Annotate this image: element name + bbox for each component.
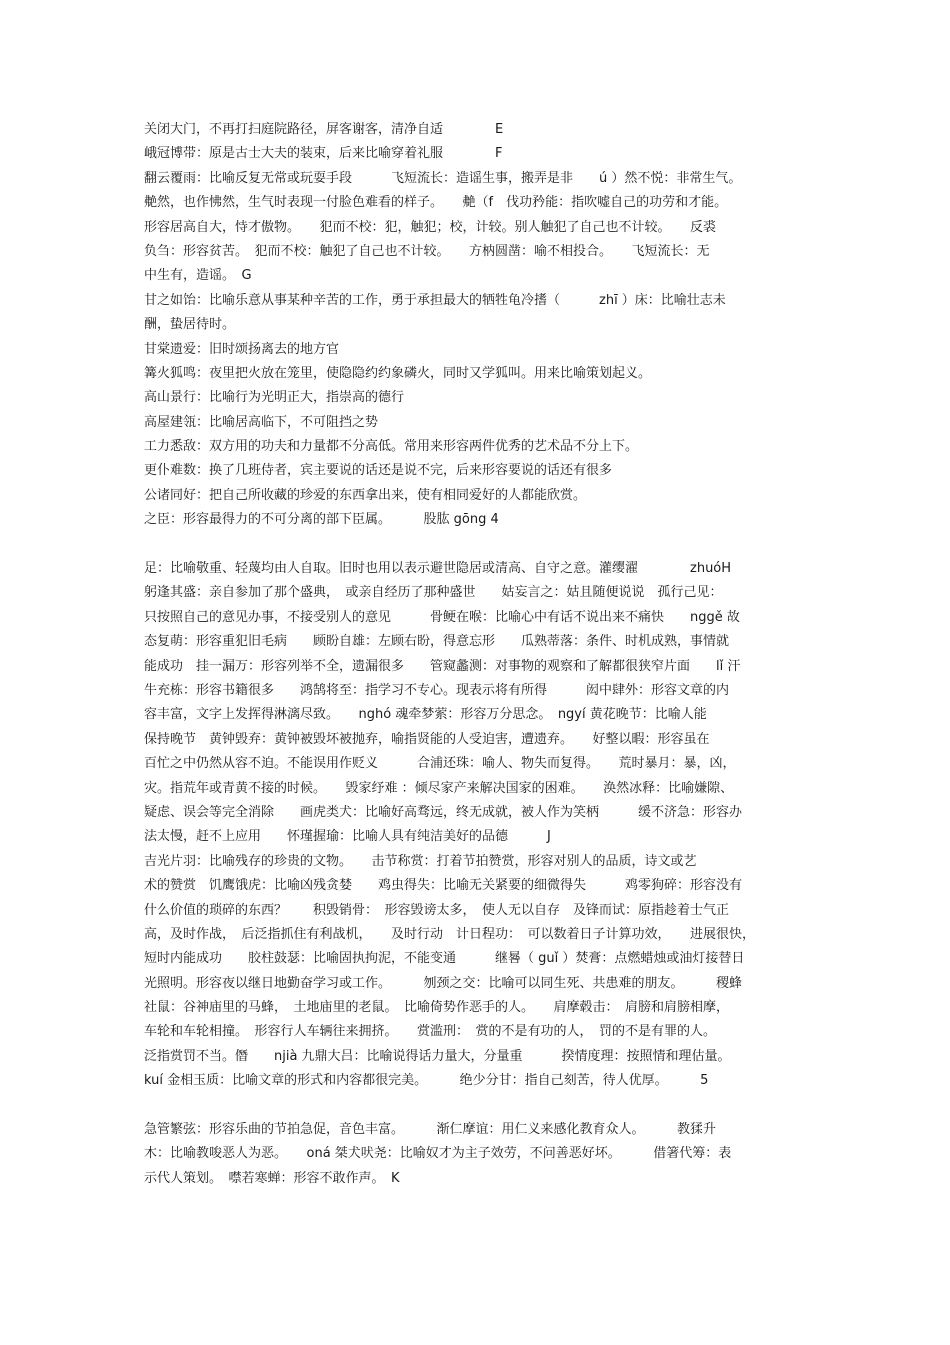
text-line: 法太慢，赶不上应用 怀瑾握瑜：比喻人具有纯洁美好的品德 J bbox=[144, 829, 551, 845]
text-line: 泛指赏罚不当。僭 njià 九鼎大吕：比喻说得话力量大，分量重 揆情度理：按照情和理估量。 bbox=[144, 1048, 731, 1064]
text-line: 光照明。形容夜以继日地勤奋学习或工作。 刎颈之交：比喻可以同生死、共患难的朋友。 稷蜂 bbox=[144, 975, 743, 991]
text-line: 高，及时作战， 后泛指抓住有利战机， 及时行动 计日程功： 可以数着日子计算功效， 进展很快， bbox=[144, 926, 756, 942]
text-line: 甘棠遗爱：旧时颂扬离去的地方官 bbox=[144, 341, 340, 357]
text-line: 容丰富，文字上发挥得淋漓尽致。 nghó 魂牵梦萦：形容万分思念。 ngyí 黄花晚节：比喻人能 bbox=[144, 707, 707, 723]
text-line: 能成功 挂一漏万：形容列举不全，遗漏很多 管窥蠡测：对事物的观察和了解都很狭窄片面 lǐ 汗 bbox=[144, 658, 741, 674]
text-line: 躬逢其盛：亲自参加了那个盛典， 或亲自经历了那种盛世 姑妄言之：姑且随便说说 孤行己见： bbox=[144, 585, 723, 601]
text-line: 负刍：形容贫苦。 犯而不校：触犯了自己也不计较。 方枘圆凿：喻不相投合。 飞短流长：无 bbox=[144, 243, 710, 259]
text-line: 木：比喻教唆恶人为恶。 oná 桀犬吠尧：比喻奴才为主子效劳，不问善恶好坏。 借箸代筹：表 bbox=[144, 1146, 732, 1162]
text-line: 形容居高自大，恃才傲物。 犯而不校：犯，触犯；校，计较。别人触犯了自己也不计较。 反裘 bbox=[144, 219, 717, 235]
text-line: kuí 金相玉质：比喻文章的形式和内容都很完美。 绝少分甘：指自己刻苦，待人优厚。 5 bbox=[144, 1073, 709, 1089]
text-line: 什么价值的琐碎的东西？ 积毁销骨： 形容毁谤太多， 使人无以自存 及锋而试：原指趁着士气正 bbox=[144, 902, 730, 918]
text-line: 甘之如饴：比喻乐意从事某种辛苦的工作，勇于承担最大的牺牲龟冷搘（ zhī ）床：比喻壮志未 bbox=[144, 292, 726, 308]
page-body-text bbox=[144, 118, 804, 1191]
text-line: 短时内能成功 胶柱鼓瑟：比喻固执拘泥，不能变通 继晷（ guǐ ）焚膏：点燃蜡烛或油灯接替日 bbox=[144, 951, 745, 967]
text-line: 牛充栋：形容书籍很多 鸿鹄将至：指学习不专心。现表示将有所得 闳中肆外：形容文章的内 bbox=[144, 682, 730, 698]
text-line: 百忙之中仍然从容不迫。不能误用作贬义 合浦还珠：喻人、物失而复得。 荒时暴月：暴，凶， bbox=[144, 756, 736, 772]
text-line: 社鼠：谷神庙里的马蜂， 土地庙里的老鼠。 比喻倚势作恶手的人。 肩摩毂击： 肩膀和肩膀相摩， bbox=[144, 1000, 730, 1016]
text-line: 高山景行：比喻行为光明正大，指崇高的德行 bbox=[144, 390, 405, 406]
text-line: 吉光片羽：比喻残存的珍贵的文物。 击节称赏：打着节拍赞赏，形容对别人的品质，诗文或艺 bbox=[144, 853, 697, 869]
text-line: 峨冠博带：原是古士大夫的装束，后来比喻穿着礼服 F bbox=[144, 146, 503, 162]
text-line: 术的赞赏 饥鹰饿虎：比喻凶残贪婪 鸡虫得失：比喻无关紧要的细微得失 鸡零狗碎：形容没有 bbox=[144, 878, 743, 894]
text-line: 疑虑、误会等完全消除 画虎类犬：比喻好高骛远，终无成就，被人作为笑柄 缓不济急：形容办 bbox=[144, 804, 743, 820]
text-line: 篝火狐鸣：夜里把火放在笼里，使隐隐约约象磷火，同时又学狐叫。用来比喻策划起义。 bbox=[144, 365, 652, 381]
text-line: 中生有，造谣。 G bbox=[144, 268, 252, 284]
text-line: 公诸同好：把自己所收藏的珍爱的东西拿出来，使有相同爱好的人都能欣赏。 bbox=[144, 487, 587, 503]
text-line: 保持晚节 黄钟毁弃：黄钟被毁坏被抛弃，喻指贤能的人受迫害，遭遗弃。 好整以暇：形容虽在 bbox=[144, 731, 710, 747]
text-line: 示代人策划。 噤若寒蝉：形容不敢作声。 K bbox=[144, 1170, 400, 1186]
text-line: 艴然，也作怫然，生气时表现一付脸色难看的样子。 艴（f 伐功矜能：指吹嘘自己的功劳和才能。 bbox=[144, 195, 728, 211]
text-line: 灾。指荒年或青黄不接的时候。 毁家纾难 ：倾尽家产来解决国家的困难。 涣然冰释：比喻嫌隙、 bbox=[144, 780, 734, 796]
text-line: 之臣：形容最得力的不可分离的部下臣属。 股肱 gōng 4 bbox=[144, 512, 499, 528]
text-line: 关闭大门，不再打扫庭院路径，屏客谢客，清净自适 E bbox=[144, 122, 504, 137]
text-line bbox=[144, 1094, 804, 1118]
text-line: 车轮和车轮相撞。 形容行人车辆往来拥挤。 赏滥刑： 赏的不是有功的人， 罚的不是有罪的人。 bbox=[144, 1024, 717, 1040]
text-line: 急管繁弦：形容乐曲的节拍急促，音色丰富。 渐仁摩谊：用仁义来感化教育众人。 教猱升 bbox=[144, 1122, 717, 1138]
text-line: 足：比喻敬重、轻蔑均由人自取。旧时也用以表示避世隐居或清高、自守之意。灌缨濯 zhuóH bbox=[144, 561, 732, 577]
text-line: 只按照自己的意见办事，不接受别人的意见 骨鲠在喉：比喻心中有话不说出来不痛快 nggě 故 bbox=[144, 609, 740, 625]
text-line: 态复萌：形容重犯旧毛病 顾盼自雄：左顾右盼，得意忘形 瓜熟蒂落：条件、时机成熟，事情就 bbox=[144, 634, 730, 650]
text-line: 酬，蛰居待时。 bbox=[144, 317, 236, 333]
text-line: 翻云覆雨：比喻反复无常或玩耍手段 飞短流长：造谣生事，搬弄是非 ú ）然不悦：非常生气。 bbox=[144, 170, 742, 186]
text-line: 工力悉敌：双方用的功夫和力量都不分高低。常用来形容两件优秀的艺术品不分上下。 bbox=[144, 439, 639, 455]
text-line: 高屋建瓴：比喻居高临下，不可阻挡之势 bbox=[144, 414, 379, 430]
text-line: 更仆难数：换了几班侍者，宾主要说的话还是说不完，后来形容要说的话还有很多 bbox=[144, 463, 613, 479]
text-line bbox=[144, 533, 804, 557]
